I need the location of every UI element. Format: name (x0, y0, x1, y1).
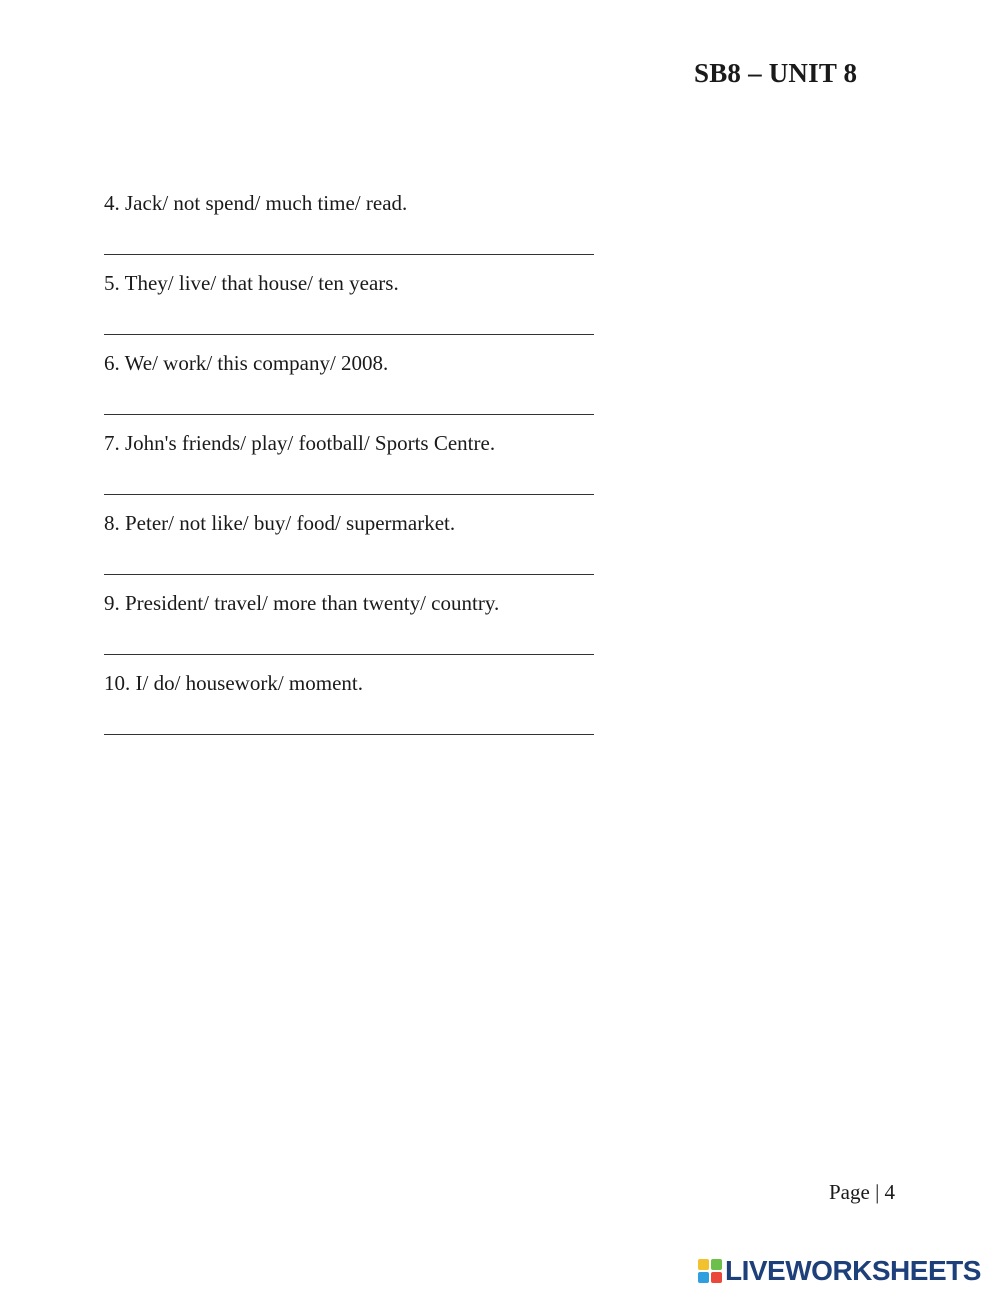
brand-name: LIVEWORKSHEETS (725, 1255, 981, 1286)
logo-square (711, 1259, 722, 1270)
answer-field-7[interactable] (104, 494, 594, 495)
question-item-4 (104, 188, 604, 268)
answer-field-8[interactable] (104, 574, 594, 575)
page-number: Page | 4 (829, 1180, 896, 1204)
question-item-6 (104, 348, 604, 428)
question-list (104, 188, 604, 748)
question-item-10 (104, 668, 604, 748)
logo-square (698, 1272, 709, 1283)
answer-field-5[interactable] (104, 334, 594, 335)
question-item-8 (104, 508, 604, 588)
question-text: 7. John's friends/ play/ football/ Sports Centre. (104, 431, 496, 455)
answer-field-4[interactable] (104, 254, 594, 255)
answer-field-6[interactable] (104, 414, 594, 415)
question-text: 4. Jack/ not spend/ much time/ read. (104, 191, 408, 215)
question-item-5 (104, 268, 604, 348)
answer-field-10[interactable] (104, 734, 594, 735)
worksheet-title: SB8 – UNIT 8 (694, 58, 858, 88)
question-text: 5. They/ live/ that house/ ten years. (104, 271, 399, 295)
question-item-7 (104, 428, 604, 508)
question-text: 9. President/ travel/ more than twenty/ country. (104, 591, 500, 615)
brand-watermark[interactable] (698, 1256, 981, 1286)
logo-square (698, 1259, 709, 1270)
logo-square (711, 1272, 722, 1283)
question-item-9 (104, 588, 604, 668)
question-text: 10. I/ do/ housework/ moment. (104, 671, 363, 695)
question-text: 8. Peter/ not like/ buy/ food/ supermarket. (104, 511, 456, 535)
liveworksheets-logo-icon (698, 1259, 722, 1283)
question-text: 6. We/ work/ this company/ 2008. (104, 351, 389, 375)
answer-field-9[interactable] (104, 654, 594, 655)
